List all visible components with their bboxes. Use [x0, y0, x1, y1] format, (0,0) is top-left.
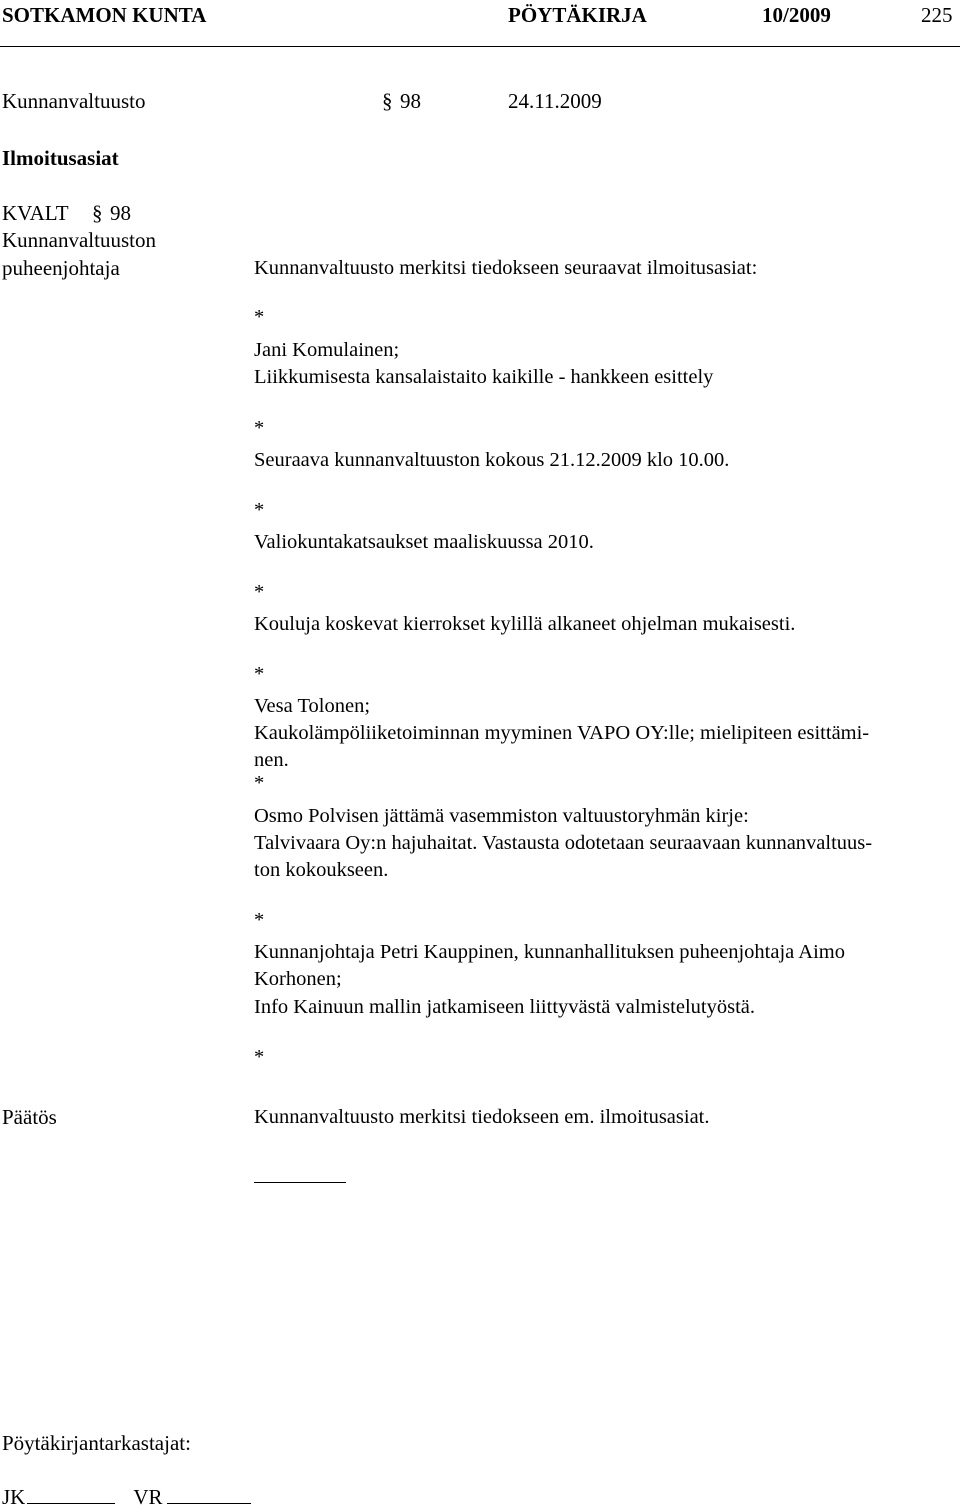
meeting-date: 24.11.2009	[508, 89, 602, 113]
presenter-line1: Kunnanvaltuuston	[2, 228, 156, 252]
item-5-line1: Vesa Tolonen;	[254, 695, 371, 717]
bullet-6: *	[254, 772, 265, 794]
initials-1-blank	[27, 1503, 115, 1504]
bullet-3: *	[254, 499, 265, 521]
bullet-8: *	[254, 1046, 265, 1068]
initials-2: VR	[133, 1485, 163, 1509]
item-title: Ilmoitusasiat	[2, 146, 119, 170]
item-3-line1: Valiokuntakatsaukset maaliskuussa 2010.	[254, 531, 594, 553]
item-7-line1: Kunnanjohtaja Petri Kauppinen, kunnanhallituksen puheenjohtaja Aimo	[254, 941, 845, 963]
bullet-7: *	[254, 909, 265, 931]
bullet-2: *	[254, 417, 265, 439]
item-6-line2: Talvivaara Oy:n hajuhaitat. Vastausta odotetaan seuraavaan kunnanvaltuus-	[254, 832, 873, 854]
header-doc-number: 10/2009	[762, 3, 831, 27]
presenter-line2: puheenjohtaja	[2, 256, 120, 280]
item-1-line2: Liikkumisesta kansalaistaito kaikille - hankkeen esittely	[254, 366, 714, 388]
meeting-section-sign: §	[382, 89, 393, 113]
footer-initials	[2, 1487, 255, 1508]
footer-label: Pöytäkirjantarkastajat:	[2, 1431, 191, 1455]
bullet-1: *	[254, 306, 265, 328]
item-7-line2: Korhonen;	[254, 968, 342, 990]
item-5-line3: nen.	[254, 749, 289, 771]
item-4-line1: Kouluja koskevat kierrokset kylillä alkaneet ohjelman mukaisesti.	[254, 613, 796, 635]
item-7-line3: Info Kainuun mallin jatkamiseen liittyvästä valmistelutyöstä.	[254, 996, 756, 1018]
item-5-line2: Kaukolämpöliiketoiminnan myyminen VAPO OY:lle; mielipiteen esittämi-	[254, 722, 870, 744]
item-6-line3: ton kokoukseen.	[254, 859, 389, 881]
item-2-line1: Seuraava kunnanvaltuuston kokous 21.12.2009 klo 10.00.	[254, 449, 730, 471]
intro-text: Kunnanvaltuusto merkitsi tiedokseen seuraavat ilmoitusasiat:	[254, 257, 758, 279]
ref-section-sign: §	[92, 201, 103, 225]
initials-2-blank	[167, 1503, 251, 1504]
decision-label: Päätös	[2, 1105, 57, 1129]
end-rule	[254, 1182, 346, 1183]
bullet-5: *	[254, 663, 265, 685]
header-rule	[0, 46, 960, 47]
item-1-line1: Jani Komulainen;	[254, 339, 400, 361]
header-doc-type: PÖYTÄKIRJA	[508, 3, 647, 27]
ref-prefix: KVALT	[2, 201, 69, 225]
initials-1: JK	[2, 1485, 26, 1509]
meeting-section-number: 98	[400, 89, 421, 113]
header-page-number: 225	[921, 3, 953, 27]
meeting-body: Kunnanvaltuusto	[2, 89, 146, 113]
item-6-line1: Osmo Polvisen jättämä vasemmiston valtuustoryhmän kirje:	[254, 805, 749, 827]
header-org: SOTKAMON KUNTA	[2, 3, 207, 27]
decision-text: Kunnanvaltuusto merkitsi tiedokseen em. ilmoitusasiat.	[254, 1106, 710, 1128]
bullet-4: *	[254, 581, 265, 603]
ref-number: 98	[110, 201, 131, 225]
